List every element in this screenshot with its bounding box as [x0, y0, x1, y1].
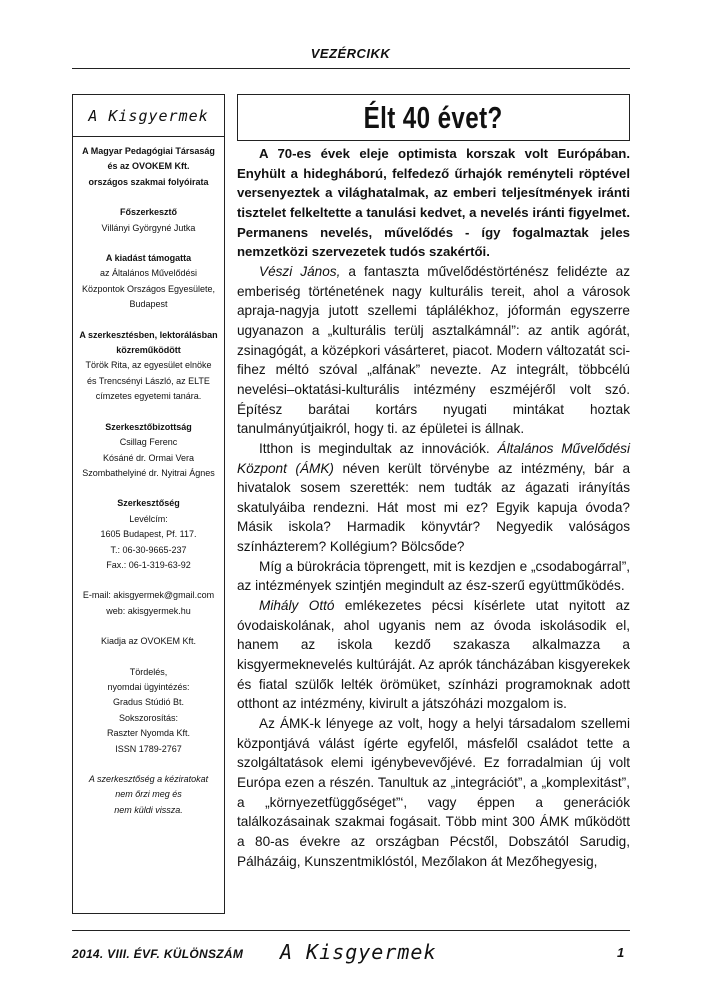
issn-line: ISSN 1789-2767 [115, 742, 182, 754]
institution-name: Általános Művelődési Központ (ÁMK) [237, 440, 630, 476]
footer-issue: 2014. VIII. ÉVF. KÜLÖNSZÁM [72, 947, 244, 961]
board-member: Kósáné dr. Ormai Vera [102, 451, 195, 463]
production-line: Gradus Stúdió Bt. [112, 696, 185, 708]
review-heading: A szerkesztésben, lektorálásban [79, 328, 218, 340]
publisher-company: Kiadja az OVOKEM Kft. [100, 635, 197, 647]
production-line: Tördelés, [129, 665, 168, 677]
board-member: Csillag Ferenc [119, 436, 178, 448]
publisher-line: A Magyar Pedagógiai Társaság [82, 145, 215, 156]
person-name: Vészi János, [259, 263, 341, 279]
article-title-box [237, 94, 630, 141]
editor-heading: Főszerkesztő [119, 206, 178, 218]
masthead-body [76, 137, 221, 817]
support-line: Budapest [129, 298, 168, 310]
disclaimer-line: nem küldi vissza. [114, 803, 183, 815]
article-lead: A 70-es évek eleje optimista korszak volt Európában. Enyhült a hidegháború, felfedező űrhajók reményteli röptével versenyeztek a világhatalmak, az emberi teljesítmények iránti tisztelet felkeltette a tanulási kedvet, a nevelés iránti figyelmet. Permanens nevelés, művelődés - így fogalmaztak jeles nemzetközi szervezetek tudós szakértői. [237, 146, 630, 260]
top-rule [72, 68, 630, 69]
office-line: Levélcím: [129, 512, 168, 524]
review-line: és Trencsényi László, az ELTE [87, 374, 210, 386]
office-line: Fax.: 06-1-319-63-92 [106, 558, 191, 570]
bottom-rule [72, 930, 630, 931]
article-body [237, 144, 630, 871]
article-paragraph: Vészi János, a fantaszta művelődéstörténész felidézte az emberiség történetének nagy kulturális tereit, ahol a városok apraja-nagyja jutott szellemi táplálékhoz, jóformán egyszerre ugyanazon a „kulturális terülj asztalkámnál”: az antik agórát, zsinagógát, a középkori vásárteret, piacot. Modern változatát sci-fihez méltó szóval „alfának” nevezte. Az integrált, többcélú nevelési–oktatási-kulturális intézmény eszméjéről volt szó. Építész barátai kortárs nyugati mintákat hoztak tanulmányútjaikról, hogy ti. az épületei is állnak. [237, 263, 630, 437]
masthead-brand: A Kisgyermek [73, 95, 224, 137]
support-heading: A kiadást támogatta [105, 252, 192, 264]
support-line: az Általános Művelődési [99, 267, 198, 279]
board-heading: Szerkesztőbizottság [105, 420, 192, 432]
disclaimer-line: A szerkesztőség a kéziratokat [88, 773, 209, 784]
review-heading: közreműködött [116, 344, 181, 356]
article-paragraph: Az ÁMK-k lényege az volt, hogy a helyi társadalom szellemi központjává válást ígérte egyfelől, másfelől családot tette a szolgáltatások elemi igénybevevőjévé. Ez forradalmian új volt Európa ezen a részén. Tanultuk az „integrációt”, a „komplexitást”, a „környezetfüggőséget”‘, vagy éppen a generációk találkozásainak szakmai fogásait. Több mint 300 ÁMK működött a 80-as évekre az országban Pécstől, Dobszától Sarudig, Pálházáig, Kunszentmiklóstól, Mezőlakon át Mezőhegyesig, [237, 716, 630, 869]
review-line: címzetes egyetemi tanára. [95, 390, 202, 402]
web-line: web: akisgyermek.hu [106, 604, 191, 616]
article-paragraph: Itthon is megindultak az innovációk. Általános Művelődési Központ (ÁMK) néven került törvénybe az intézmény, bár a hivatalok sosem szerették: nem tudták az ágazati irányítás skatulyáiba rendezni. Hát most mi ez? Egyik kapuja óvoda? Másik iskola? Harmadik könyvtár? Negyedik valóságos színházterem? Kollégium? Bölcsőde? [237, 440, 630, 555]
article-paragraph: Mihály Ottó emlékezetes pécsi kísérlete utat nyitott az óvodaiskolának, ahol ugyanis nem az óvoda iskolásodik el, hanem az iskola kezdő szakasza alkalmazza a kisgyermeknevelés kultúráját. Az aprók táncházában kisgyerekek és fiatal szülők lelték örömüket, színházi programoknak adott otthont az intézmény, kivirult a játszóházi mozgalom is. [237, 598, 630, 712]
production-line: Sokszorosítás: [118, 711, 179, 723]
footer-brand: A Kisgyermek [280, 940, 437, 964]
article-title: Élt 40 évet? [363, 99, 504, 135]
person-name: Mihály Ottó [259, 598, 335, 614]
publisher-line: és az OVOKEM Kft. [107, 160, 190, 172]
article-paragraph: Míg a bürokrácia töprengett, mit is kezdjen e „csodabogárral”, az intézmények szintjén megindult az ész-szerű együttműködés. [237, 558, 630, 594]
disclaimer-line: nem őrzi meg és [115, 788, 182, 800]
office-line: T.: 06-30-9665-237 [110, 543, 187, 555]
office-heading: Szerkesztőség [117, 497, 180, 509]
publisher-line: országos szakmai folyóirata [88, 175, 209, 187]
production-line: nyomdai ügyintézés: [107, 680, 190, 692]
office-line: 1605 Budapest, Pf. 117. [100, 528, 197, 540]
email-line: E-mail: akisgyermek@gmail.com [82, 589, 215, 601]
editor-name: Villányi Györgyné Jutka [101, 221, 196, 233]
section-label: VEZÉRCIKK [310, 46, 391, 61]
production-line: Raszter Nyomda Kft. [106, 727, 191, 739]
page-number: 1 [617, 945, 625, 960]
board-member: Szombathelyiné dr. Nyitrai Ágnes [82, 466, 215, 478]
review-line: Török Rita, az egyesület elnöke [85, 359, 212, 371]
masthead-sidebar [72, 94, 225, 914]
support-line: Központok Országos Egyesülete, [81, 282, 216, 294]
